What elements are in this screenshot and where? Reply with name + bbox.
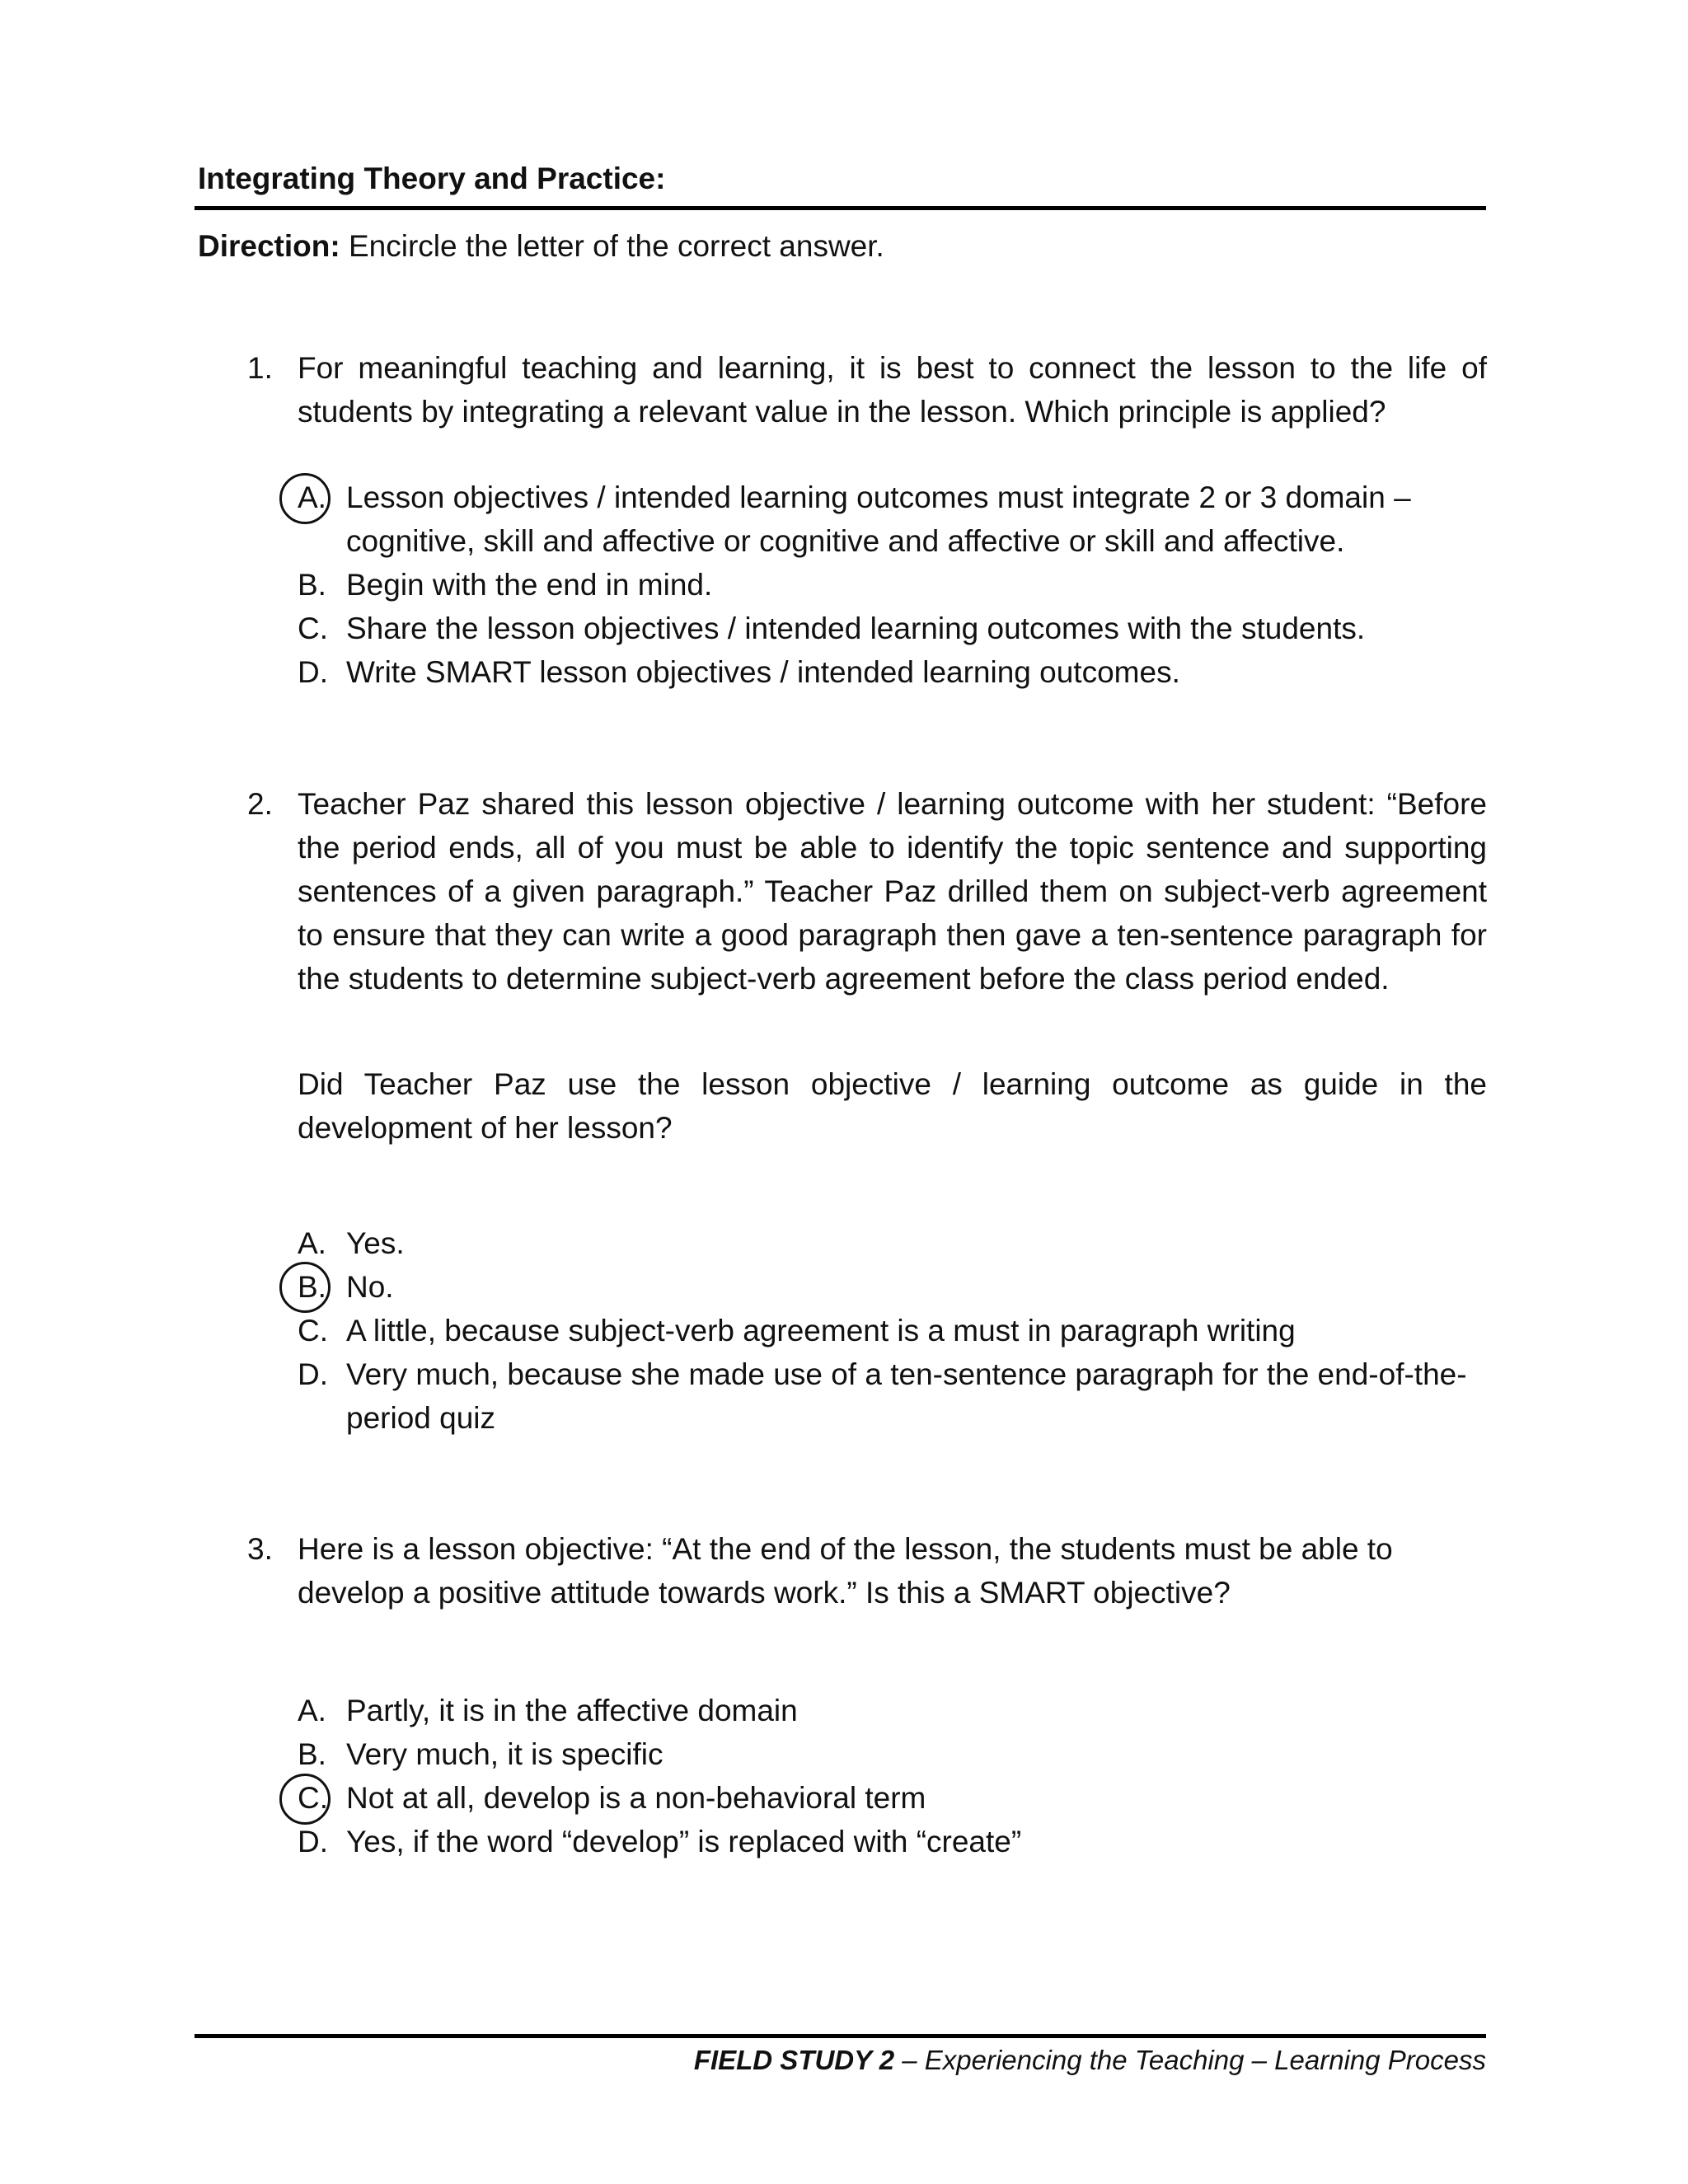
q2-option-c-letter: C. bbox=[298, 1314, 328, 1347]
q1-option-d bbox=[298, 650, 1501, 694]
q1-option-a-letter: A. bbox=[298, 480, 326, 514]
footer-subtitle: – Experiencing the Teaching – Learning Process bbox=[894, 2045, 1486, 2075]
q1-option-d-letter: D. bbox=[298, 655, 328, 689]
question-3-text: Here is a lesson objective: “At the end of the lesson, the students must be able to develop a positive attitude towards work.” Is this a SMART objective? bbox=[298, 1532, 1393, 1610]
q3-option-c-letter: C. bbox=[298, 1781, 328, 1815]
direction-label: Direction: bbox=[198, 229, 340, 263]
q1-option-b-text: Begin with the end in mind. bbox=[346, 568, 713, 602]
footer-course-title: FIELD STUDY 2 bbox=[693, 2045, 895, 2075]
q3-option-b-text: Very much, it is specific bbox=[346, 1737, 663, 1771]
question-3-number: 3. bbox=[247, 1532, 273, 1566]
q2-option-b bbox=[298, 1265, 1501, 1309]
q1-option-b bbox=[298, 563, 1501, 607]
direction-line bbox=[198, 227, 884, 266]
direction-text: Encircle the letter of the correct answer. bbox=[340, 229, 884, 263]
q2-option-a bbox=[298, 1221, 1501, 1265]
header-rule bbox=[195, 206, 1486, 210]
q3-option-a-text: Partly, it is in the affective domain bbox=[346, 1694, 798, 1727]
footer-rule bbox=[195, 2034, 1486, 2038]
q3-option-d-letter: D. bbox=[298, 1825, 328, 1858]
q2-option-c-text: A little, because subject-verb agreement is a must in paragraph writing bbox=[346, 1314, 1296, 1347]
q3-option-c bbox=[298, 1776, 1501, 1820]
q2-option-b-letter: B. bbox=[298, 1270, 326, 1304]
q3-option-a bbox=[298, 1689, 1501, 1732]
question-2-followup: Did Teacher Paz use the lesson objective / learning outcome as guide in the development of her lesson? bbox=[298, 1067, 1487, 1145]
q1-option-a-text: Lesson objectives / intended learning outcomes must integrate 2 or 3 domain – cognitive, skill and affective or cognitive and affective or skill and affective. bbox=[346, 480, 1411, 558]
q2-option-a-letter: A. bbox=[298, 1226, 326, 1260]
question-2-number: 2. bbox=[247, 787, 273, 821]
q3-option-d-text: Yes, if the word “develop” is replaced with “create” bbox=[346, 1825, 1022, 1858]
q3-option-c-text: Not at all, develop is a non-behavioral term bbox=[346, 1781, 926, 1815]
section-title: Integrating Theory and Practice: bbox=[198, 162, 666, 195]
q1-option-c bbox=[298, 607, 1501, 650]
question-1-number: 1. bbox=[247, 351, 273, 385]
q1-option-c-letter: C. bbox=[298, 612, 328, 645]
page-footer bbox=[694, 2042, 1486, 2079]
q2-option-d-text: Very much, because she made use of a ten-sentence paragraph for the end-of-the-period quiz bbox=[346, 1357, 1467, 1435]
q3-option-b bbox=[298, 1732, 1501, 1776]
q1-option-c-text: Share the lesson objectives / intended learning outcomes with the students. bbox=[346, 612, 1366, 645]
q2-option-b-text: No. bbox=[346, 1270, 394, 1304]
q2-option-c bbox=[298, 1309, 1501, 1352]
question-1-text: For meaningful teaching and learning, it is best to connect the lesson to the life of students by integrating a relevant value in the lesson. Which principle is applied? bbox=[298, 351, 1487, 429]
q3-option-d bbox=[298, 1820, 1501, 1863]
q3-option-b-letter: B. bbox=[298, 1737, 326, 1771]
q2-option-d bbox=[298, 1352, 1501, 1440]
q3-option-a-letter: A. bbox=[298, 1694, 326, 1727]
q1-option-d-text: Write SMART lesson objectives / intended learning outcomes. bbox=[346, 655, 1180, 689]
question-2-text: Teacher Paz shared this lesson objective / learning outcome with her student: “Before the period ends, all of you must be able to identify the topic sentence and supporting sentences of a given paragraph.” Teacher Paz drilled them on subject-verb agreement to ensure that they can write a good paragraph then gave a ten-sentence paragraph for the students to determine subject-verb agreement before the class period ended. bbox=[298, 787, 1487, 996]
q1-option-a bbox=[298, 476, 1501, 563]
q2-option-a-text: Yes. bbox=[346, 1226, 405, 1260]
q1-option-b-letter: B. bbox=[298, 568, 326, 602]
q2-option-d-letter: D. bbox=[298, 1357, 328, 1391]
